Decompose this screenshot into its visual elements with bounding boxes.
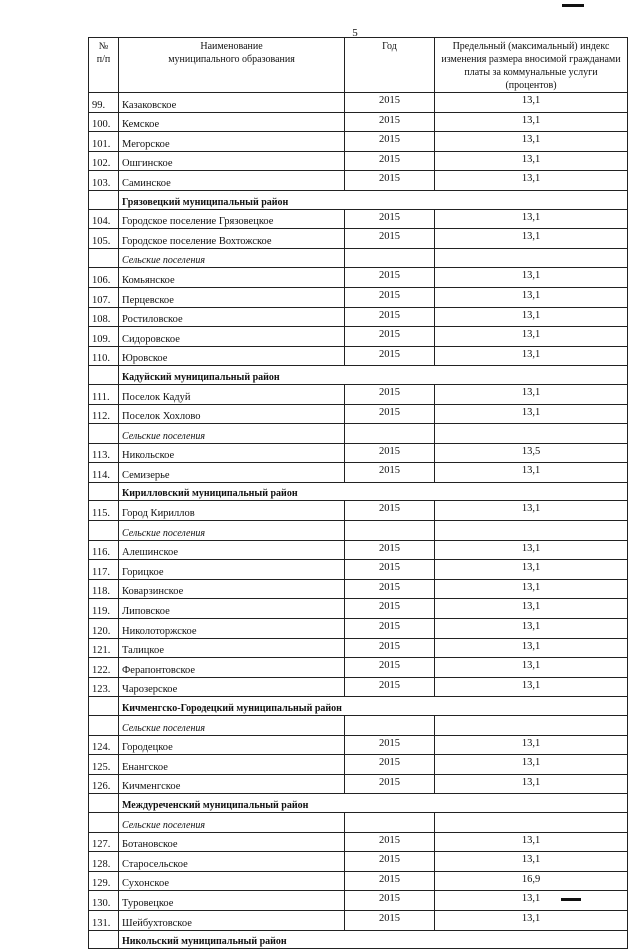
- row-name: Горицкое: [119, 560, 345, 580]
- row-index-value: 13,1: [435, 151, 628, 171]
- row-number: 115.: [89, 501, 119, 521]
- district-label: Междуреченский муниципальный район: [119, 794, 628, 813]
- table-row: [89, 579, 628, 599]
- row-name: Коварзинское: [119, 579, 345, 599]
- header-index: [435, 38, 628, 93]
- header-num: [89, 38, 119, 93]
- table-row: [89, 638, 628, 658]
- district-header-row: [89, 697, 628, 716]
- table-header-row: [89, 38, 628, 93]
- table-row: [89, 755, 628, 775]
- table-row: [89, 327, 628, 347]
- header-num-label: № п/п: [96, 41, 111, 65]
- group-num-cell: [89, 248, 119, 268]
- row-year: 2015: [345, 658, 435, 678]
- settlement-group-row: [89, 812, 628, 832]
- header-year-label: Год: [382, 41, 397, 52]
- district-label: Кичменгско-Городецкий муниципальный район: [119, 697, 628, 716]
- row-name: Городское поселение Грязовецкое: [119, 209, 345, 229]
- row-year: 2015: [345, 852, 435, 872]
- scan-mark-bottom: [561, 898, 581, 901]
- group-index-cell: [435, 812, 628, 832]
- group-label: Сельские поселения: [119, 812, 345, 832]
- table-row: [89, 384, 628, 404]
- row-year: 2015: [345, 619, 435, 639]
- table-row: [89, 774, 628, 794]
- row-number: 113.: [89, 443, 119, 463]
- row-index-value: 13,1: [435, 132, 628, 152]
- row-number: 125.: [89, 755, 119, 775]
- row-index-value: 13,1: [435, 307, 628, 327]
- row-name: Сухонское: [119, 871, 345, 891]
- row-number: 121.: [89, 638, 119, 658]
- table-row: [89, 735, 628, 755]
- row-number: 109.: [89, 327, 119, 347]
- row-year: 2015: [345, 171, 435, 191]
- row-index-value: 13,1: [435, 463, 628, 483]
- settlement-group-row: [89, 521, 628, 541]
- group-num-cell: [89, 716, 119, 736]
- group-num-cell: [89, 521, 119, 541]
- row-index-value: 13,1: [435, 891, 628, 911]
- row-number: 123.: [89, 677, 119, 697]
- table-row: [89, 287, 628, 307]
- row-number: 110.: [89, 346, 119, 366]
- row-name: Липовское: [119, 599, 345, 619]
- group-year-cell: [345, 812, 435, 832]
- group-index-cell: [435, 248, 628, 268]
- row-number: 119.: [89, 599, 119, 619]
- table-row: [89, 209, 628, 229]
- table-row: [89, 171, 628, 191]
- row-year: 2015: [345, 501, 435, 521]
- settlement-group-row: [89, 716, 628, 736]
- row-year: 2015: [345, 638, 435, 658]
- row-index-value: 13,1: [435, 171, 628, 191]
- row-number: 102.: [89, 151, 119, 171]
- group-index-cell: [435, 716, 628, 736]
- row-index-value: 13,1: [435, 346, 628, 366]
- row-index-value: 13,1: [435, 774, 628, 794]
- row-index-value: 13,1: [435, 832, 628, 852]
- group-label: Сельские поселения: [119, 521, 345, 541]
- row-index-value: 13,1: [435, 910, 628, 930]
- row-name: Поселок Хохлово: [119, 404, 345, 424]
- table-body: [89, 93, 628, 949]
- table-row: [89, 560, 628, 580]
- row-name: Мегорское: [119, 132, 345, 152]
- table-row: [89, 112, 628, 132]
- table-row: [89, 268, 628, 288]
- row-year: 2015: [345, 832, 435, 852]
- row-index-value: 16,9: [435, 871, 628, 891]
- row-index-value: 13,1: [435, 755, 628, 775]
- group-label: Сельские поселения: [119, 248, 345, 268]
- row-index-value: 13,1: [435, 229, 628, 249]
- row-index-value: 13,1: [435, 501, 628, 521]
- row-name: Поселок Кадуй: [119, 384, 345, 404]
- table-row: [89, 871, 628, 891]
- row-index-value: 13,1: [435, 677, 628, 697]
- row-index-value: 13,1: [435, 404, 628, 424]
- row-year: 2015: [345, 891, 435, 911]
- row-number: 107.: [89, 287, 119, 307]
- row-number: 103.: [89, 171, 119, 191]
- group-num-cell: [89, 812, 119, 832]
- row-number: 124.: [89, 735, 119, 755]
- row-index-value: 13,1: [435, 93, 628, 113]
- group-year-cell: [345, 521, 435, 541]
- row-name: Талицкое: [119, 638, 345, 658]
- row-number: 122.: [89, 658, 119, 678]
- header-year: [345, 38, 435, 93]
- row-name: Чарозерское: [119, 677, 345, 697]
- row-year: 2015: [345, 871, 435, 891]
- row-index-value: 13,1: [435, 327, 628, 347]
- row-year: 2015: [345, 443, 435, 463]
- row-number: 130.: [89, 891, 119, 911]
- row-number: 117.: [89, 560, 119, 580]
- row-name: Сидоровское: [119, 327, 345, 347]
- row-name: Городецкое: [119, 735, 345, 755]
- row-year: 2015: [345, 404, 435, 424]
- header-name-label: Наименование муниципального образования: [168, 41, 295, 65]
- group-year-cell: [345, 424, 435, 444]
- row-year: 2015: [345, 346, 435, 366]
- row-name: Ботановское: [119, 832, 345, 852]
- district-header-row: [89, 190, 628, 209]
- row-name: Ферапонтовское: [119, 658, 345, 678]
- row-index-value: 13,1: [435, 268, 628, 288]
- row-number: 108.: [89, 307, 119, 327]
- row-name: Алешинское: [119, 540, 345, 560]
- table-row: [89, 501, 628, 521]
- group-year-cell: [345, 716, 435, 736]
- row-number: 106.: [89, 268, 119, 288]
- row-year: 2015: [345, 910, 435, 930]
- row-index-value: 13,1: [435, 540, 628, 560]
- row-name: Кичменгское: [119, 774, 345, 794]
- row-number: 127.: [89, 832, 119, 852]
- row-number: 126.: [89, 774, 119, 794]
- district-num-cell: [89, 697, 119, 716]
- row-number: 120.: [89, 619, 119, 639]
- district-header-row: [89, 794, 628, 813]
- district-num-cell: [89, 794, 119, 813]
- row-year: 2015: [345, 209, 435, 229]
- row-number: 128.: [89, 852, 119, 872]
- row-name: Енангское: [119, 755, 345, 775]
- group-index-cell: [435, 521, 628, 541]
- row-name: Ростиловское: [119, 307, 345, 327]
- row-year: 2015: [345, 463, 435, 483]
- district-num-cell: [89, 930, 119, 949]
- group-index-cell: [435, 424, 628, 444]
- row-name: Кемское: [119, 112, 345, 132]
- row-name: Городское поселение Вохтожское: [119, 229, 345, 249]
- scan-mark-top: [562, 4, 584, 7]
- row-number: 116.: [89, 540, 119, 560]
- row-year: 2015: [345, 677, 435, 697]
- row-number: 114.: [89, 463, 119, 483]
- row-name: Семизерье: [119, 463, 345, 483]
- group-label: Сельские поселения: [119, 424, 345, 444]
- table-row: [89, 599, 628, 619]
- row-name: Перцевское: [119, 287, 345, 307]
- row-index-value: 13,1: [435, 579, 628, 599]
- header-index-label: Предельный (максимальный) индекс изменения размера вносимой гражданами платы за коммунальные услуги (процентов): [441, 41, 621, 91]
- settlement-group-row: [89, 424, 628, 444]
- row-number: 129.: [89, 871, 119, 891]
- row-name: Никольское: [119, 443, 345, 463]
- table-row: [89, 910, 628, 930]
- row-year: 2015: [345, 755, 435, 775]
- row-year: 2015: [345, 735, 435, 755]
- row-number: 112.: [89, 404, 119, 424]
- row-name: Старосельское: [119, 852, 345, 872]
- group-num-cell: [89, 424, 119, 444]
- row-index-value: 13,1: [435, 112, 628, 132]
- row-number: 101.: [89, 132, 119, 152]
- row-number: 105.: [89, 229, 119, 249]
- district-header-row: [89, 930, 628, 949]
- row-year: 2015: [345, 327, 435, 347]
- row-year: 2015: [345, 229, 435, 249]
- tariff-index-table: [88, 37, 628, 949]
- row-index-value: 13,1: [435, 658, 628, 678]
- table-row: [89, 540, 628, 560]
- district-label: Кадуйский муниципальный район: [119, 366, 628, 385]
- table-row: [89, 658, 628, 678]
- district-label: Кирилловский муниципальный район: [119, 482, 628, 501]
- row-index-value: 13,5: [435, 443, 628, 463]
- row-name: Саминское: [119, 171, 345, 191]
- row-index-value: 13,1: [435, 735, 628, 755]
- row-year: 2015: [345, 540, 435, 560]
- district-label: Никольский муниципальный район: [119, 930, 628, 949]
- row-number: 131.: [89, 910, 119, 930]
- row-name: Казаковское: [119, 93, 345, 113]
- table-row: [89, 619, 628, 639]
- header-name: [119, 38, 345, 93]
- table-row: [89, 132, 628, 152]
- row-name: Ошгинское: [119, 151, 345, 171]
- table-row: [89, 346, 628, 366]
- district-label: Грязовецкий муниципальный район: [119, 190, 628, 209]
- row-index-value: 13,1: [435, 384, 628, 404]
- row-index-value: 13,1: [435, 560, 628, 580]
- row-year: 2015: [345, 560, 435, 580]
- table-row: [89, 891, 628, 911]
- row-year: 2015: [345, 151, 435, 171]
- district-header-row: [89, 482, 628, 501]
- row-number: 118.: [89, 579, 119, 599]
- page-number: 5: [352, 27, 358, 39]
- row-year: 2015: [345, 287, 435, 307]
- row-index-value: 13,1: [435, 619, 628, 639]
- district-num-cell: [89, 190, 119, 209]
- row-year: 2015: [345, 579, 435, 599]
- row-number: 100.: [89, 112, 119, 132]
- row-year: 2015: [345, 774, 435, 794]
- table-row: [89, 307, 628, 327]
- district-num-cell: [89, 366, 119, 385]
- table-row: [89, 404, 628, 424]
- row-index-value: 13,1: [435, 852, 628, 872]
- group-label: Сельские поселения: [119, 716, 345, 736]
- row-year: 2015: [345, 307, 435, 327]
- row-index-value: 13,1: [435, 599, 628, 619]
- row-index-value: 13,1: [435, 638, 628, 658]
- row-year: 2015: [345, 132, 435, 152]
- table-row: [89, 151, 628, 171]
- row-year: 2015: [345, 384, 435, 404]
- row-number: 99.: [89, 93, 119, 113]
- table-row: [89, 852, 628, 872]
- district-header-row: [89, 366, 628, 385]
- row-name: Комьянское: [119, 268, 345, 288]
- group-year-cell: [345, 248, 435, 268]
- row-name: Туровецкое: [119, 891, 345, 911]
- row-year: 2015: [345, 268, 435, 288]
- table-row: [89, 677, 628, 697]
- row-index-value: 13,1: [435, 209, 628, 229]
- row-name: Николоторжское: [119, 619, 345, 639]
- table-row: [89, 463, 628, 483]
- table-row: [89, 93, 628, 113]
- district-num-cell: [89, 482, 119, 501]
- row-number: 104.: [89, 209, 119, 229]
- row-number: 111.: [89, 384, 119, 404]
- row-year: 2015: [345, 599, 435, 619]
- settlement-group-row: [89, 248, 628, 268]
- table-row: [89, 229, 628, 249]
- row-year: 2015: [345, 112, 435, 132]
- table-row: [89, 443, 628, 463]
- row-name: Город Кириллов: [119, 501, 345, 521]
- row-name: Юровское: [119, 346, 345, 366]
- table-row: [89, 832, 628, 852]
- row-index-value: 13,1: [435, 287, 628, 307]
- row-name: Шейбухтовское: [119, 910, 345, 930]
- row-year: 2015: [345, 93, 435, 113]
